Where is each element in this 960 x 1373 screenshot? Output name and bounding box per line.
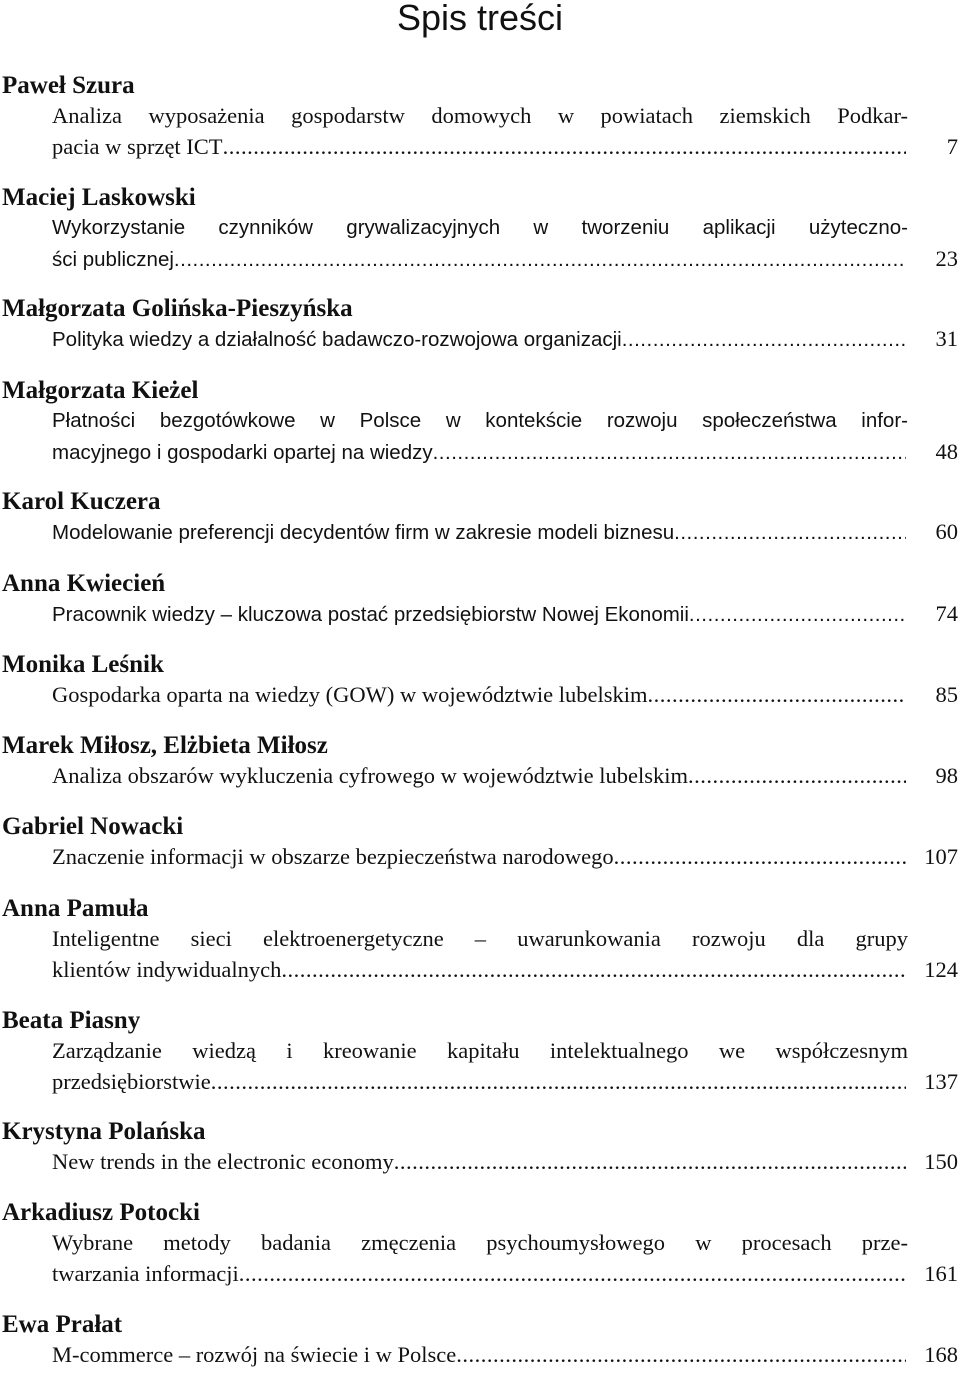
page-title: Spis treści [396,0,564,38]
leader-dots [223,132,906,163]
entry-title-last-line[interactable] [52,842,958,873]
entry-title-last-line[interactable] [52,599,958,630]
entry-author: Anna Pamuła [2,895,149,922]
entry-title-text: klientów indywidualnych [52,956,282,982]
page-number: 74 [935,601,958,626]
entry-author: Monika Leśnik [2,651,164,678]
entry-title-text: Analiza obszarów wykluczenia cyfrowego w województwie lubelskim [52,763,689,788]
toc-entry [0,71,960,162]
entry-title-text: macyjnego i gospodarki opartej na wiedzy [52,440,433,464]
entry-title-line: Zarządzanie wiedzą i kreowanie kapitału intelektualnego we współczesnym [52,1038,908,1063]
page-number: 31 [935,326,958,351]
page-number: 107 [924,844,958,869]
leader-dots [614,842,906,873]
leader-dots [211,1067,906,1098]
entry-title-text: pacia w sprzęt ICT [52,133,223,159]
entry-title-text: New trends in the electronic economy [52,1149,394,1174]
entry-title-last-line[interactable] [52,1340,958,1371]
entry-title-last-line[interactable] [52,324,958,355]
entry-title-last-line[interactable] [52,437,958,468]
entry-title-last-line[interactable] [52,1067,958,1098]
leader-dots [689,600,906,631]
entry-author: Arkadiusz Potocki [2,1199,200,1226]
leader-dots [239,1259,906,1290]
entry-title-last-line[interactable] [52,1147,958,1178]
entry-title-last-line[interactable] [52,680,958,711]
toc-entry [0,1006,960,1097]
entry-author: Karol Kuczera [2,488,161,515]
page-number: 48 [935,438,958,464]
leader-dots [174,245,906,276]
entry-title-line: Wykorzystanie czynników grywalizacyjnych w tworzeniu aplikacji użyteczno- [52,216,908,239]
page-number: 124 [924,956,958,982]
page-number: 150 [924,1149,958,1174]
entry-title-line: Płatności bezgotówkowe w Polsce w kontekście rozwoju społeczeństwa infor- [52,409,908,432]
toc-entry [0,294,960,355]
entry-author: Małgorzata Golińska-Pieszyńska [2,295,353,322]
page-number: 137 [924,1068,958,1094]
entry-title-last-line[interactable] [52,1259,958,1290]
entry-title-text: Modelowanie preferencji decydentów firm w zakresie modeli biznesu [52,521,675,544]
leader-dots [688,761,906,792]
entry-title-last-line[interactable] [52,761,958,792]
entry-title-line: Wybrane metody badania zmęczenia psychoumysłowego w procesach prze- [52,1230,908,1255]
entry-title-last-line[interactable] [52,132,958,163]
entry-title-last-line[interactable] [52,517,958,548]
leader-dots [281,955,906,986]
entry-author: Krystyna Polańska [2,1118,206,1145]
toc-entry [0,1310,960,1371]
page-number: 98 [935,763,958,788]
page-number: 161 [924,1260,958,1286]
leader-dots [647,680,906,711]
entry-title-text: ści publicznej [52,247,174,271]
page-number: 85 [935,682,958,707]
entry-author: Marek Miłosz, Elżbieta Miłosz [2,732,328,759]
toc-entry [0,894,960,985]
page-number: 168 [924,1342,958,1367]
leader-dots [622,325,906,356]
toc-entry [0,487,960,548]
toc-entry [0,183,960,274]
entry-author: Gabriel Nowacki [2,813,184,840]
entry-title-text: Polityka wiedzy a działalność badawczo-rozwojowa organizacji [52,328,622,351]
page-number: 60 [935,519,958,544]
leader-dots [394,1147,906,1178]
entry-title-text: Gospodarka oparta na wiedzy (GOW) w województwie lubelskim [52,682,648,707]
entry-author: Anna Kwiecień [2,570,166,597]
entry-title-text: Pracownik wiedzy – kluczowa postać przedsiębiorstw Nowej Ekonomii [52,603,689,626]
entry-title-text: Znaczenie informacji w obszarze bezpieczeństwa narodowego [52,844,614,869]
entry-author: Ewa Prałat [2,1311,123,1338]
leader-dots [674,518,906,549]
leader-dots [433,438,906,469]
entry-title-last-line[interactable] [52,244,958,275]
entry-author: Beata Piasny [2,1007,141,1034]
page-number: 7 [946,133,958,159]
toc-entry [0,731,960,792]
entry-title-line: Inteligentne sieci elektroenergetyczne – uwarunkowania rozwoju dla grupy [52,926,908,951]
entry-author: Maciej Laskowski [2,184,196,211]
entry-title-text: twarzania informacji [52,1260,239,1286]
entry-title-last-line[interactable] [52,955,958,986]
leader-dots [456,1340,906,1371]
entry-title-line: Analiza wyposażenia gospodarstw domowych w powiatach ziemskich Podkar- [52,103,908,128]
toc-entry [0,650,960,711]
toc-entry [0,1198,960,1289]
toc-entry [0,812,960,873]
entry-title-text: M-commerce – rozwój na świecie i w Polsce [52,1342,457,1367]
toc-entry [0,376,960,467]
entry-author: Paweł Szura [2,72,135,99]
page-number: 23 [935,245,958,271]
toc-entry [0,1117,960,1178]
toc-entry [0,569,960,630]
entry-title-text: przedsiębiorstwie [52,1068,211,1094]
entry-author: Małgorzata Kieżel [2,377,199,404]
